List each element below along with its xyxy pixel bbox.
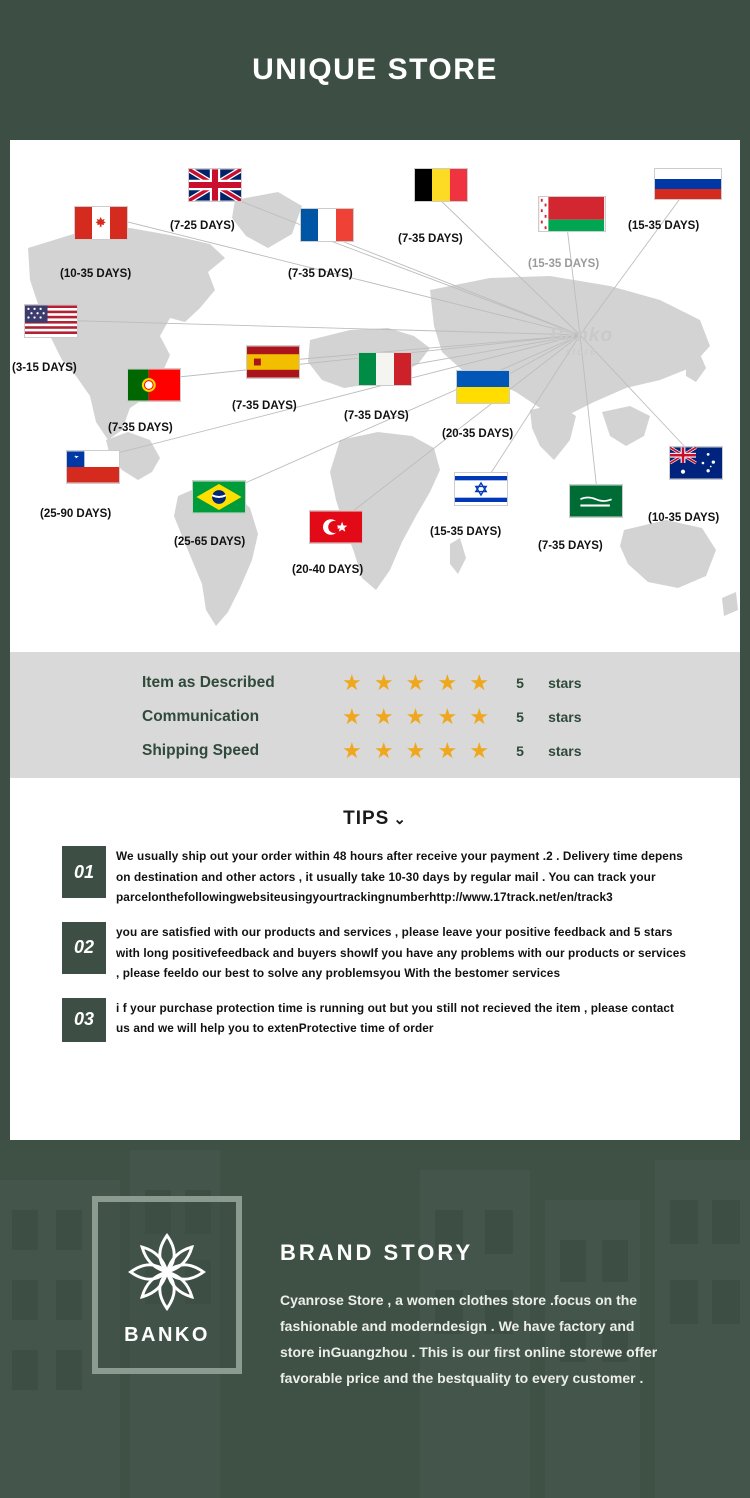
label-france: (7-35 DAYS) [288,268,353,280]
map-watermark-sub: store [565,346,598,358]
brand-story-description: Cyanrose Store , a women clothes store .focus on the fashionable and moderndesign . We have factory and store inGuangzhou . This is our first online storewe offer favorable price and the bestquality to every customer . [280,1292,658,1386]
label-portugal: (7-35 DAYS) [108,422,173,434]
label-turkey: (20-40 DAYS) [292,564,364,576]
map-watermark [550,325,613,358]
brand-logo [92,1196,242,1374]
flag-israel [454,472,508,506]
flag-canada [74,206,128,240]
flag-australia [669,446,723,480]
rating-stars: ★ ★ ★ ★ ★ [342,738,493,763]
label-canada: (10-35 DAYS) [60,268,132,280]
rating-row [10,700,740,734]
tips-heading [10,790,740,846]
label-australia: (10-35 DAYS) [648,512,720,524]
shipping-map [10,140,740,640]
rating-row [10,734,740,768]
rating-stars: ★ ★ ★ ★ ★ [342,670,493,695]
flag-spain [246,345,300,379]
tip-number: 01 [62,846,106,898]
flag-belarus [538,196,606,232]
flag-russia [654,168,722,200]
flag-united-states [24,304,78,338]
rating-score: 5 [516,743,524,759]
flag-italy [358,352,412,386]
ratings-panel [10,652,740,778]
flag-belgium [414,168,468,202]
label-belgium: (7-35 DAYS) [398,233,463,245]
tip-number: 02 [62,922,106,974]
brand-content [0,1140,750,1392]
tip-text: We usually ship out your order within 48 hours after receive your payment .2 . Delivery time depens on destination and other actors , it usually take 10-30 days by regular mail . You can track your parcelonthefollowingwebsiteusingyourtrackingnumberhttp://www.17track.net/en/track3 [116,849,683,905]
brand-logo-name: BANKO [124,1323,210,1346]
label-belarus: (15-35 DAYS) [528,258,600,270]
rating-unit: stars [548,709,582,725]
flag-turkey [309,510,363,544]
brand-story-title: BRAND STORY [280,1240,474,1265]
flower-logo-icon [119,1224,215,1320]
tips-section [10,790,740,1140]
label-chile: (25-90 DAYS) [40,508,112,520]
rating-unit: stars [548,743,582,759]
tip-item [10,846,740,908]
flag-portugal [127,368,181,402]
label-brazil: (25-65 DAYS) [174,536,246,548]
flag-saudi-arabia [569,484,623,518]
tips-heading-text: TIPS [343,808,390,829]
content-card [10,140,740,1140]
label-united-kingdom: (7-25 DAYS) [170,220,235,232]
tip-item [10,998,740,1042]
rating-stars: ★ ★ ★ ★ ★ [342,704,493,729]
tip-item [10,922,740,984]
tip-number: 03 [62,998,106,1042]
flag-france [300,208,354,242]
label-italy: (7-35 DAYS) [344,410,409,422]
brand-text-block [242,1196,662,1392]
flag-united-kingdom [188,168,242,202]
flag-chile [66,450,120,484]
rating-label: Shipping Speed [142,742,260,759]
chevron-down-icon: ⌄ [393,811,407,828]
label-ukraine: (20-35 DAYS) [442,428,514,440]
rating-score: 5 [516,675,524,691]
rating-score: 5 [516,709,524,725]
tip-text: i f your purchase protection time is running out but you still not recieved the item , please contact us and we will help you to extenProtective time of order [116,1000,675,1036]
page-title: UNIQUE STORE [252,53,498,86]
label-spain: (7-35 DAYS) [232,400,297,412]
label-saudi-arabia: (7-35 DAYS) [538,540,603,552]
label-united-states: (3-15 DAYS) [12,362,77,374]
flag-brazil [192,480,246,514]
flag-ukraine [456,370,510,404]
tip-text: you are satisfied with our products and services , please leave your positive feedback and 5 stars with long positivefeedback and buyers showIf you have any problems with our products or services , please feeldo our best to solve any problemsyou With the bestomer services [116,924,687,981]
rating-label: Communication [142,708,260,725]
label-russia: (15-35 DAYS) [628,220,700,232]
rating-row [10,666,740,700]
brand-story-section [0,1140,750,1498]
rating-label: Item as Described [142,674,275,691]
map-watermark-text: Banko [550,325,614,346]
rating-unit: stars [548,675,582,691]
page-header [0,0,750,140]
label-israel: (15-35 DAYS) [430,526,502,538]
